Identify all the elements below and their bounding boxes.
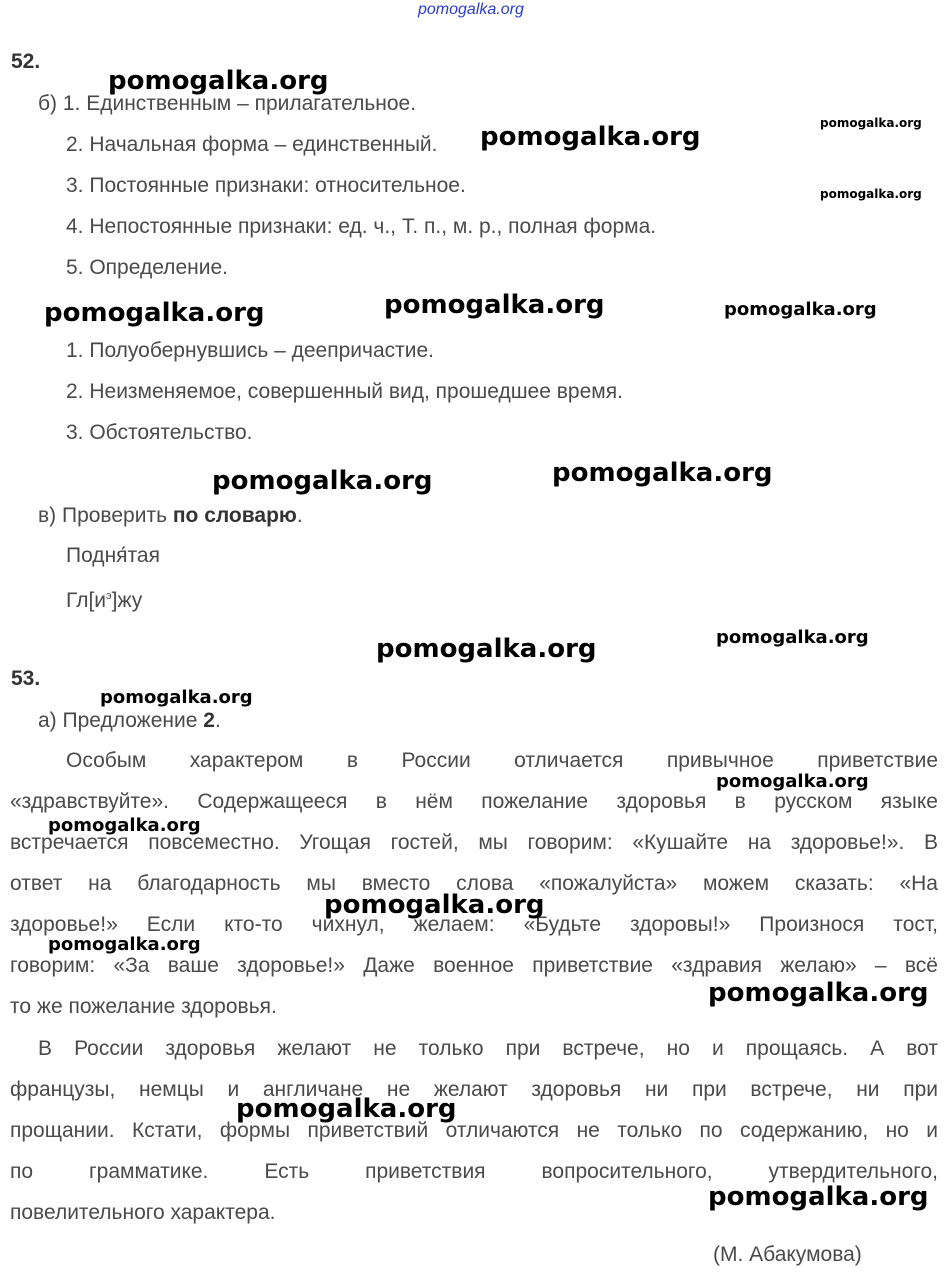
watermark: pomogalka.org — [384, 290, 605, 320]
item-b-1: б) 1. Единственным – прилагательное. — [38, 92, 417, 115]
watermark: pomogalka.org — [724, 299, 877, 320]
item-b-3: 3. Постоянные признаки: относительное. — [66, 174, 466, 197]
item-v — [38, 503, 303, 528]
word2-sup: э — [106, 590, 112, 602]
item-b-2: 2. Начальная форма – единственный. — [66, 133, 438, 156]
word2-pre: Гл[и — [66, 589, 107, 612]
para2-line-5: повелительного характера. — [10, 1201, 276, 1224]
para1-line-5: здоровье!» Если кто-то чихнул, желаем: «Будьте здоровы!» Произнося тост, — [10, 913, 938, 936]
para2-line-4: по грамматике. Есть приветствия вопросительного, утвердительного, — [10, 1160, 938, 1183]
item-a-bold: 2 — [203, 709, 215, 732]
watermark: pomogalka.org — [820, 116, 922, 130]
watermark: pomogalka.org — [552, 458, 773, 488]
watermark: pomogalka.org — [48, 815, 201, 836]
watermark: pomogalka.org — [48, 934, 201, 955]
watermark: pomogalka.org — [212, 466, 433, 496]
item-a-post: . — [214, 709, 221, 732]
watermark: pomogalka.org — [108, 66, 329, 96]
item-2-1: 1. Полуобернувшись – деепричастие. — [66, 339, 434, 362]
item-v-post: . — [296, 504, 303, 527]
site-header[interactable]: pomogalka.org — [418, 1, 524, 18]
watermark: pomogalka.org — [376, 634, 597, 664]
item-b-5: 5. Определение. — [66, 256, 228, 279]
para1-line-4: ответ на благодарность мы вместо слова «пожалуйста» можем сказать: «На — [10, 872, 938, 895]
para1-line-3: встречается повсеместно. Угощая гостей, мы говорим: «Кушайте на здоровье!». В — [10, 831, 938, 854]
item-a-pre: а) Предложение — [38, 709, 204, 732]
word2-post: ]жу — [111, 589, 143, 612]
item-b-4: 4. Непостоянные признаки: ед. ч., Т. п., м. р., полная форма. — [66, 215, 657, 238]
para2-line-3: прощании. Кстати, формы приветствий отличаются не только по содержанию, но и — [10, 1119, 938, 1142]
para1-line-7: то же пожелание здоровья. — [10, 995, 277, 1018]
author: (М. Абакумова) — [713, 1243, 862, 1266]
word-transcription — [66, 584, 142, 613]
para1-line-2: «здравствуйте». Содержащееся в нём пожелание здоровья в русском языке — [10, 790, 938, 813]
para2-line-2: французы, немцы и англичане не желают здоровья ни при встрече, ни при — [10, 1078, 938, 1101]
item-2-3: 3. Обстоятельство. — [66, 421, 253, 444]
watermark: pomogalka.org — [708, 978, 929, 1008]
item-v-pre: в) Проверить — [38, 504, 173, 527]
para2-line-1: В России здоровья желают не только при встрече, но и прощаясь. А вот — [38, 1037, 938, 1060]
watermark: pomogalka.org — [716, 771, 869, 792]
item-a — [38, 708, 221, 733]
watermark: pomogalka.org — [100, 687, 253, 708]
watermark: pomogalka.org — [716, 627, 869, 648]
watermark: pomogalka.org — [708, 1182, 929, 1212]
task-number-52: 52. — [11, 50, 41, 73]
item-v-bold: по словарю — [172, 504, 297, 527]
watermark: pomogalka.org — [324, 890, 545, 920]
watermark: pomogalka.org — [480, 122, 701, 152]
para1-line-1: Особым характером в России отличается привычное приветствие — [66, 749, 938, 772]
item-2-2: 2. Неизменяемое, совершенный вид, прошедшее время. — [66, 380, 623, 403]
watermark: pomogalka.org — [820, 187, 922, 201]
task-number-53: 53. — [11, 667, 41, 690]
para1-line-6: говорим: «За ваше здоровье!» Даже военное приветствие «здравия желаю» – всё — [10, 954, 938, 977]
watermark: pomogalka.org — [236, 1094, 457, 1124]
word-podnyataya: Подня́тая — [66, 544, 160, 567]
watermark: pomogalka.org — [44, 298, 265, 328]
